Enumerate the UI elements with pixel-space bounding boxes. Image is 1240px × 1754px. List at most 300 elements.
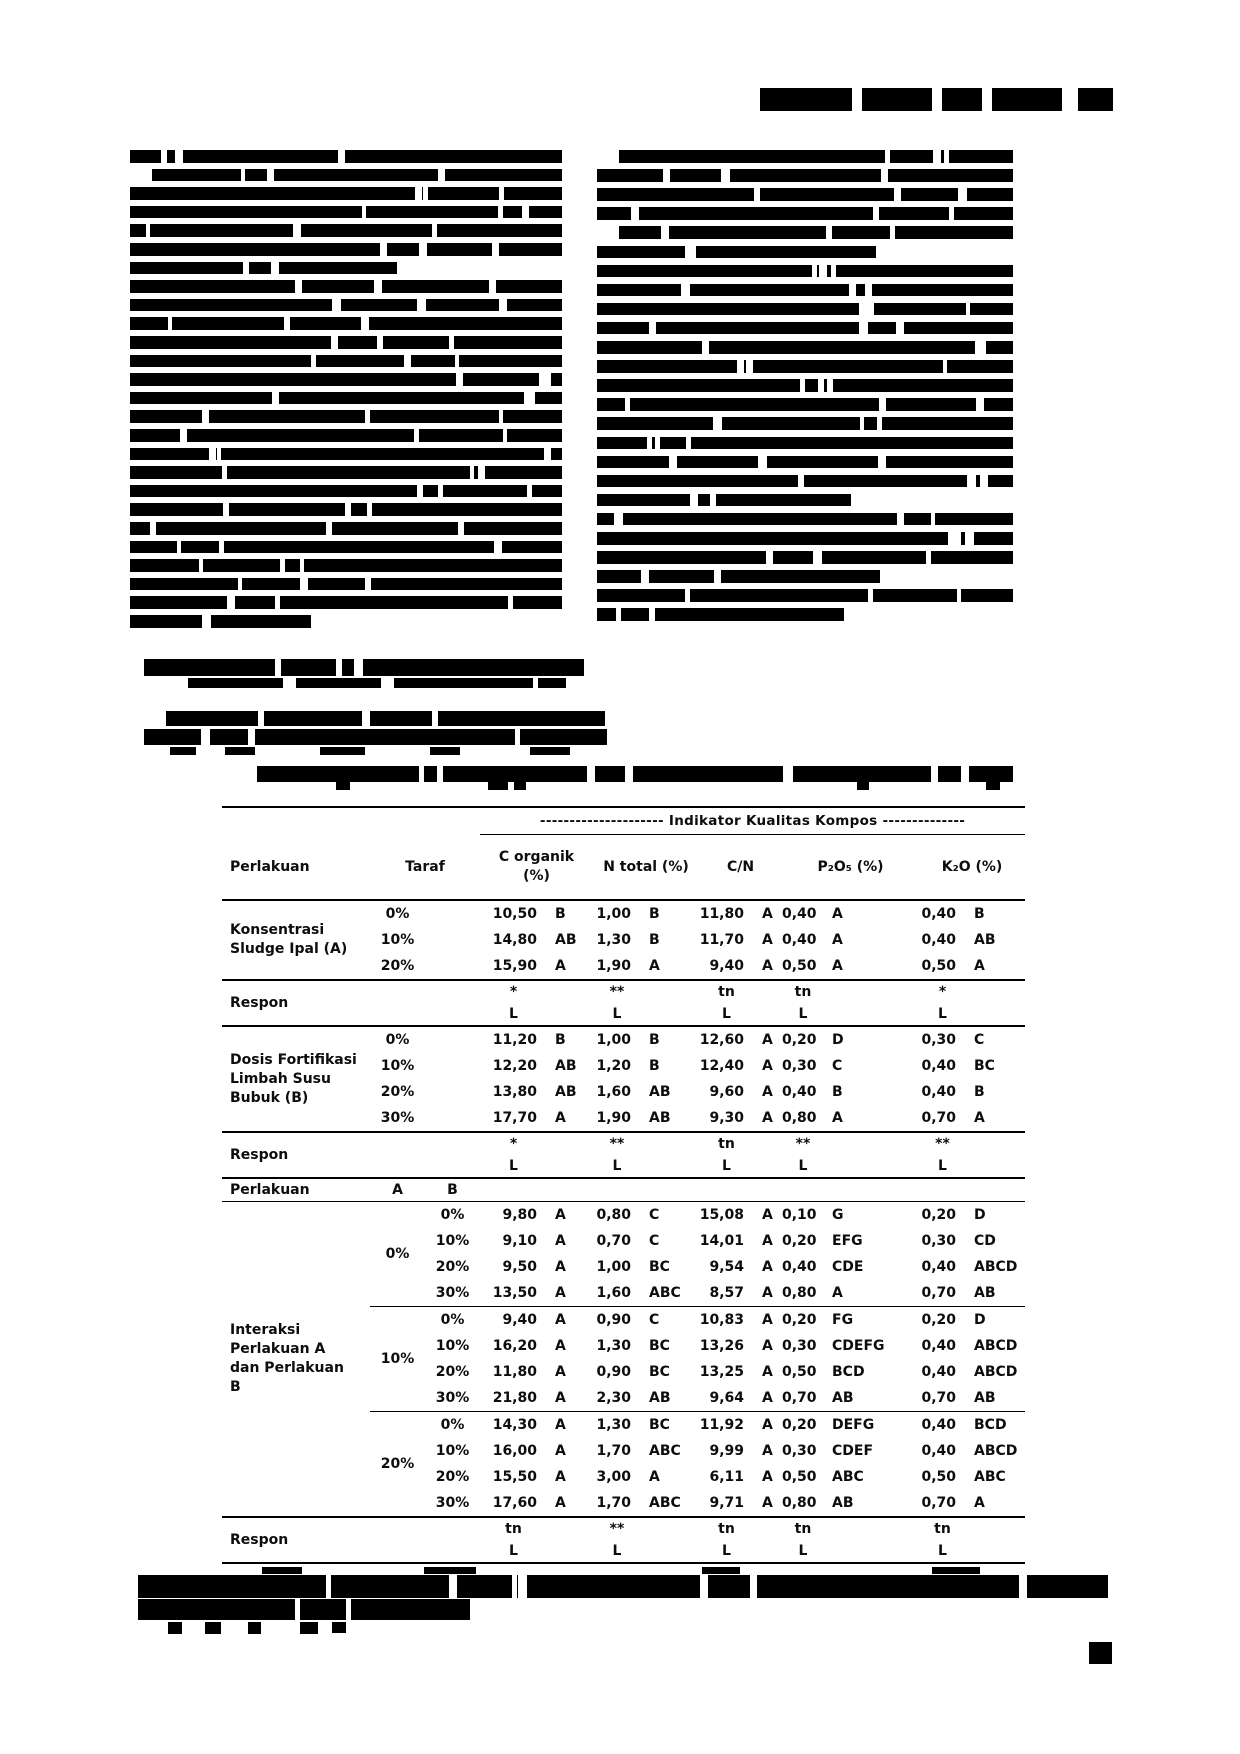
value-cell: 0,80 — [782, 1110, 817, 1126]
spacer-cell — [425, 1155, 480, 1178]
redaction-gap — [272, 392, 279, 405]
value-cell: 0,30 — [921, 1032, 956, 1048]
spacer-cell — [547, 1540, 593, 1563]
redacted-table-caption — [793, 766, 1013, 782]
spacer-cell — [425, 1053, 480, 1079]
respon-label: Respon — [230, 1147, 289, 1163]
value-cell: 13,26 — [699, 1338, 744, 1354]
column-header-cn: C/N — [726, 859, 755, 875]
redaction-gap — [415, 187, 422, 200]
table-row — [222, 1132, 1025, 1155]
redaction-gap — [295, 280, 302, 293]
redaction-gap — [766, 551, 773, 564]
grade-cell: A — [762, 1259, 773, 1275]
grade-cell: A — [974, 1110, 985, 1126]
redacted-footnote — [702, 1567, 740, 1574]
grade-cell: ABCD — [974, 1259, 1018, 1275]
redaction-gap — [800, 379, 805, 392]
b-level-cell: 20% — [435, 1364, 470, 1380]
redacted-body-text-right — [597, 532, 1013, 545]
redacted-body-text-left — [130, 224, 562, 237]
value-cell: 0,40 — [921, 1443, 956, 1459]
value-cell: 15,50 — [492, 1469, 537, 1485]
taraf-cell: 10% — [380, 932, 415, 948]
value-cell: 0,40 — [782, 1259, 817, 1275]
column-header-line: (%) — [523, 868, 550, 884]
respon-significance: tn — [718, 1521, 735, 1537]
redacted-body-text-left — [130, 355, 562, 368]
spacer-cell — [425, 953, 480, 980]
grade-cell: A — [547, 1385, 593, 1412]
redaction-gap — [177, 541, 182, 554]
spacer-cell — [425, 927, 480, 953]
redaction-gap — [649, 608, 656, 621]
redacted-running-header — [760, 88, 852, 111]
grade-cell: A — [547, 1280, 593, 1307]
redaction-gap — [737, 360, 745, 373]
redacted-body-text-right — [597, 608, 844, 621]
redaction-gap — [827, 379, 833, 392]
respon-significance: tn — [718, 1136, 735, 1152]
spacer-cell — [754, 1155, 782, 1178]
redaction-gap — [222, 466, 227, 479]
redaction-gap — [241, 169, 245, 182]
redaction-gap — [750, 1575, 756, 1598]
redaction-gap — [345, 503, 351, 516]
value-cell: 2,30 — [593, 1385, 641, 1412]
redacted-paragraph — [320, 747, 365, 755]
spacer-cell — [370, 1155, 425, 1178]
redaction-gap — [492, 243, 499, 256]
grade-cell: A — [555, 1443, 566, 1459]
redacted-footnote — [424, 1567, 476, 1574]
a-level-cell: 20% — [380, 1456, 415, 1472]
redacted-body-text-left — [130, 150, 562, 163]
redaction-gap — [419, 766, 424, 782]
value-cell: 0,30 — [782, 1338, 817, 1354]
redacted-body-text-right — [597, 169, 1013, 182]
redaction-gap — [168, 317, 172, 330]
redaction-gap — [649, 322, 656, 335]
respon-pattern: L — [509, 1006, 518, 1022]
redaction-gap — [150, 522, 156, 535]
redacted-footnote — [262, 1567, 302, 1574]
value-cell: 1,00 — [596, 906, 631, 922]
redacted-section-heading — [394, 678, 566, 688]
value-cell: 13,50 — [480, 1280, 547, 1307]
redacted-body-text-right — [619, 226, 1013, 239]
value-cell: 0,20 — [782, 1417, 817, 1433]
b-level-cell: 10% — [435, 1443, 470, 1459]
value-cell: 0,30 — [921, 1233, 956, 1249]
redaction-gap — [539, 373, 546, 386]
grade-cell: A — [762, 958, 773, 974]
table-row — [222, 1026, 1025, 1053]
value-cell: 3,00 — [596, 1469, 631, 1485]
value-cell: 21,80 — [480, 1385, 547, 1412]
redacted-table-caption — [986, 782, 1000, 790]
respon-pattern: L — [938, 1158, 947, 1174]
grade-cell: A — [555, 1110, 566, 1126]
grade-cell: A — [649, 1469, 660, 1485]
value-cell: 11,80 — [699, 906, 744, 922]
respon-pattern: L — [938, 1006, 947, 1022]
respon-significance: tn — [794, 984, 812, 1000]
spacer-cell — [370, 1517, 425, 1540]
grade-cell: A — [555, 1338, 566, 1354]
column-header-perlakuan: Perlakuan — [230, 858, 310, 875]
value-cell: 0,40 — [921, 1338, 956, 1354]
value-cell: 0,20 — [782, 1312, 817, 1328]
redaction-gap — [293, 224, 301, 237]
grade-cell: AB — [555, 1058, 577, 1074]
grade-cell: A — [762, 1233, 773, 1249]
redaction-gap — [522, 206, 530, 219]
respon-significance: * — [509, 1136, 518, 1152]
redaction-gap — [746, 360, 754, 373]
redacted-body-text-right — [597, 456, 1013, 469]
value-cell: 0,70 — [921, 1495, 956, 1511]
spacer-cell — [754, 980, 782, 1003]
value-cell: 0,70 — [782, 1385, 824, 1412]
redaction-gap — [831, 265, 836, 278]
grade-cell: ABCD — [974, 1443, 1018, 1459]
grade-cell: A — [762, 1364, 773, 1380]
redaction-gap — [275, 596, 280, 609]
redacted-running-header — [942, 88, 982, 111]
value-cell: 15,08 — [699, 1207, 744, 1223]
grade-cell: C — [649, 1207, 660, 1223]
section-label — [222, 1202, 370, 1518]
redaction-gap — [354, 659, 362, 676]
label-line: Interaksi — [230, 1322, 301, 1338]
indicator-group-row — [222, 807, 1025, 835]
redaction-gap — [625, 398, 630, 411]
redaction-gap — [258, 711, 264, 726]
redacted-footnote — [932, 1567, 980, 1574]
grade-cell: AB — [641, 1385, 699, 1412]
value-cell: 9,71 — [709, 1495, 744, 1511]
redaction-gap — [300, 578, 309, 591]
redacted-body-text-left — [130, 485, 562, 498]
respon-significance: ** — [609, 984, 625, 1000]
redacted-body-text-left — [130, 262, 397, 275]
redaction-gap — [890, 226, 895, 239]
grade-cell: A — [762, 1312, 773, 1328]
value-cell: 0,70 — [596, 1233, 631, 1249]
redacted-body-text-right — [597, 207, 1013, 220]
value-cell: 14,30 — [492, 1417, 537, 1433]
spacer-cell — [370, 1003, 425, 1026]
redaction-gap — [873, 207, 879, 220]
redaction-gap — [267, 169, 274, 182]
grade-cell: A — [555, 1312, 566, 1328]
respon-significance: tn — [934, 1521, 951, 1537]
redaction-gap — [663, 169, 670, 182]
redaction-gap — [365, 410, 370, 423]
spacer-cell — [425, 1517, 480, 1540]
label-line: Bubuk (B) — [230, 1089, 309, 1106]
redacted-footnote — [332, 1622, 346, 1633]
spacer-cell — [370, 1132, 425, 1155]
taraf-cell: 30% — [380, 1110, 415, 1126]
redaction-gap — [878, 456, 886, 469]
spacer-cell — [966, 1003, 1025, 1026]
grade-cell: BC — [649, 1259, 670, 1275]
redaction-gap — [508, 596, 513, 609]
redaction-gap — [931, 766, 938, 782]
b-level-cell: 30% — [425, 1385, 480, 1412]
redaction-gap — [957, 589, 962, 602]
value-cell: 0,20 — [921, 1312, 956, 1328]
spacer-cell — [425, 1026, 480, 1053]
b-level-cell: 30% — [435, 1495, 470, 1511]
value-cell: 17,60 — [492, 1495, 537, 1511]
value-cell: 16,00 — [492, 1443, 537, 1459]
redaction-gap — [713, 417, 721, 430]
redacted-body-text-left — [130, 206, 562, 219]
grade-cell: A — [762, 1110, 773, 1126]
spacer-cell — [754, 1132, 782, 1155]
redacted-paragraph — [530, 747, 570, 755]
redacted-table-caption — [336, 782, 350, 790]
redaction-gap — [948, 532, 954, 545]
redaction-gap — [631, 207, 639, 220]
grade-cell: B — [649, 1032, 660, 1048]
value-cell: 9,64 — [699, 1385, 754, 1412]
spacer-cell — [370, 980, 425, 1003]
value-cell: 0,30 — [782, 1443, 817, 1459]
redaction-gap — [813, 551, 821, 564]
redaction-gap — [248, 729, 255, 745]
redaction-gap — [227, 596, 235, 609]
column-header-row — [222, 835, 1025, 901]
grade-cell: BCD — [974, 1417, 1007, 1433]
respon-pattern: L — [722, 1543, 731, 1559]
spacer-cell — [966, 980, 1025, 1003]
redacted-table-caption — [488, 782, 508, 790]
grade-cell: C — [832, 1058, 843, 1074]
respon-significance: tn — [718, 984, 735, 1000]
b-level-cell: 0% — [440, 1417, 465, 1433]
redaction-gap — [201, 729, 210, 745]
redacted-body-text-left — [130, 503, 562, 516]
grade-cell: A — [762, 1058, 773, 1074]
grade-cell: A — [762, 1443, 773, 1459]
respon-pattern: L — [612, 1158, 622, 1174]
redaction-gap — [859, 322, 868, 335]
value-cell: 1,00 — [596, 1259, 631, 1275]
redaction-gap — [455, 355, 459, 368]
value-cell: 1,30 — [596, 1338, 631, 1354]
value-cell: 0,40 — [782, 906, 817, 922]
redacted-body-text-left — [130, 336, 562, 349]
redaction-gap — [367, 503, 372, 516]
redaction-gap — [931, 513, 935, 526]
redaction-gap — [976, 398, 984, 411]
redaction-gap — [515, 729, 519, 745]
value-cell: 0,40 — [921, 1417, 956, 1433]
value-cell: 0,50 — [782, 1469, 817, 1485]
redaction-gap — [414, 429, 419, 442]
grade-cell: D — [974, 1312, 986, 1328]
label-line: Perlakuan A — [230, 1341, 326, 1357]
spacer-cell — [754, 1517, 782, 1540]
redacted-section-heading — [188, 678, 283, 688]
respon-pattern: L — [722, 1158, 731, 1174]
column-header-k2o: K₂O (%) — [941, 859, 1003, 875]
spacer-cell — [824, 1540, 919, 1563]
redaction-gap — [275, 659, 281, 676]
value-cell: 9,40 — [502, 1312, 537, 1328]
grade-cell: A — [762, 1032, 773, 1048]
respon-significance: ** — [609, 1136, 625, 1152]
redaction-gap — [199, 559, 204, 572]
redaction-gap — [326, 1575, 332, 1598]
redaction-gap — [894, 188, 901, 201]
value-cell: 0,40 — [921, 1084, 956, 1100]
redaction-gap — [361, 317, 369, 330]
redaction-gap — [489, 280, 496, 293]
grade-cell: A — [762, 1469, 773, 1485]
column-header-p2o5: P₂O₅ (%) — [817, 859, 884, 875]
indicator-group-header: --------------------- Indikator Kualitas Kompos -------------- — [480, 807, 1025, 835]
spacer-cell — [425, 1132, 480, 1155]
spacer-cell — [641, 1155, 699, 1178]
redacted-paragraph — [144, 729, 607, 745]
respon-significance: ** — [935, 1136, 950, 1152]
redaction-gap — [449, 1575, 457, 1598]
value-cell: 9,54 — [709, 1259, 744, 1275]
grade-cell: DEFG — [832, 1417, 875, 1433]
grade-cell: BC — [649, 1417, 670, 1433]
grade-cell: CDEF — [832, 1443, 874, 1459]
grade-cell: A — [555, 1207, 566, 1223]
value-cell: 1,70 — [596, 1443, 631, 1459]
compost-quality-table-region — [222, 806, 1025, 1564]
redaction-gap — [625, 766, 632, 782]
grade-cell: A — [762, 1084, 773, 1100]
redaction-gap — [616, 608, 621, 621]
spacer-cell — [425, 1003, 480, 1026]
label-line: Sludge Ipal (A) — [230, 941, 348, 957]
redacted-body-text-left — [130, 448, 562, 461]
grade-cell: A — [974, 1495, 985, 1511]
redaction-gap — [685, 589, 690, 602]
value-cell: 14,01 — [699, 1233, 744, 1249]
redacted-paragraph — [170, 747, 196, 755]
spacer-cell — [966, 1540, 1025, 1563]
b-level-cell: 20% — [435, 1259, 470, 1275]
redacted-table-caption — [595, 766, 783, 782]
redacted-body-text-left — [130, 541, 562, 554]
grade-cell: AB — [824, 1385, 919, 1412]
redaction-gap — [438, 169, 444, 182]
redaction-gap — [700, 1575, 708, 1598]
grade-cell: A — [824, 1280, 919, 1307]
redacted-footnote — [205, 1622, 221, 1634]
redacted-body-text-right — [597, 265, 1013, 278]
redaction-gap — [661, 226, 669, 239]
grade-cell: C — [649, 1312, 660, 1328]
redacted-body-text-right — [597, 513, 1013, 526]
redaction-gap — [311, 355, 316, 368]
taraf-cell: 0% — [385, 1032, 410, 1048]
grade-cell: AB — [966, 1280, 1025, 1307]
spacer-cell — [824, 1003, 919, 1026]
spacer-cell — [754, 1003, 782, 1026]
spacer-cell — [754, 1540, 782, 1563]
grade-cell: A — [832, 906, 843, 922]
redacted-body-text-right — [597, 322, 1013, 335]
redacted-body-text-right — [597, 360, 1013, 373]
redaction-gap — [503, 429, 507, 442]
value-cell: 0,40 — [782, 932, 817, 948]
spacer-cell — [425, 900, 480, 927]
value-cell: 12,20 — [492, 1058, 537, 1074]
column-header-taraf: Taraf — [405, 858, 445, 875]
grade-cell: C — [649, 1233, 660, 1249]
redacted-table-caption — [857, 782, 869, 790]
redacted-body-text-right — [619, 150, 1013, 163]
redaction-gap — [437, 766, 443, 782]
spacer-cell — [425, 980, 480, 1003]
interaction-header-row — [222, 1178, 1025, 1202]
table-row — [222, 900, 1025, 927]
redaction-gap — [362, 206, 366, 219]
redaction-gap — [1019, 1575, 1027, 1598]
redaction-gap — [714, 570, 721, 583]
redacted-body-text-left — [130, 187, 562, 200]
b-level-cell: 10% — [435, 1233, 470, 1249]
value-cell: 9,30 — [709, 1110, 744, 1126]
redacted-body-text-left — [130, 410, 562, 423]
grade-cell: A — [762, 1338, 773, 1354]
spacer-cell — [966, 1132, 1025, 1155]
redacted-body-text-right — [597, 246, 876, 259]
value-cell: 0,20 — [782, 1233, 817, 1249]
redaction-gap — [295, 1599, 299, 1620]
value-cell: 9,10 — [502, 1233, 537, 1249]
redaction-gap — [180, 429, 186, 442]
spacer-cell — [641, 980, 699, 1003]
redaction-gap — [533, 678, 539, 688]
grade-cell: AB — [974, 932, 996, 948]
redacted-body-text-right — [597, 475, 1013, 488]
redaction-gap — [721, 169, 730, 182]
redacted-body-text-right — [597, 570, 880, 583]
grade-cell: C — [974, 1032, 985, 1048]
redaction-gap — [331, 336, 338, 349]
section-label — [222, 1026, 370, 1132]
redaction-gap — [881, 169, 888, 182]
table-row — [222, 1202, 1025, 1229]
redaction-gap — [374, 280, 382, 293]
grade-cell: CD — [974, 1233, 996, 1249]
redaction-gap — [202, 615, 211, 628]
indicator-header-spacer — [222, 807, 480, 835]
redaction-gap — [933, 150, 941, 163]
redaction-gap — [336, 659, 342, 676]
redaction-gap — [885, 150, 890, 163]
redaction-gap — [499, 410, 503, 423]
taraf-cell: 20% — [380, 958, 415, 974]
spacer-cell — [547, 1517, 593, 1540]
redaction-gap — [865, 284, 871, 297]
grade-cell: A — [555, 1469, 566, 1485]
redaction-gap — [641, 570, 649, 583]
grade-cell: ABC — [832, 1469, 864, 1485]
